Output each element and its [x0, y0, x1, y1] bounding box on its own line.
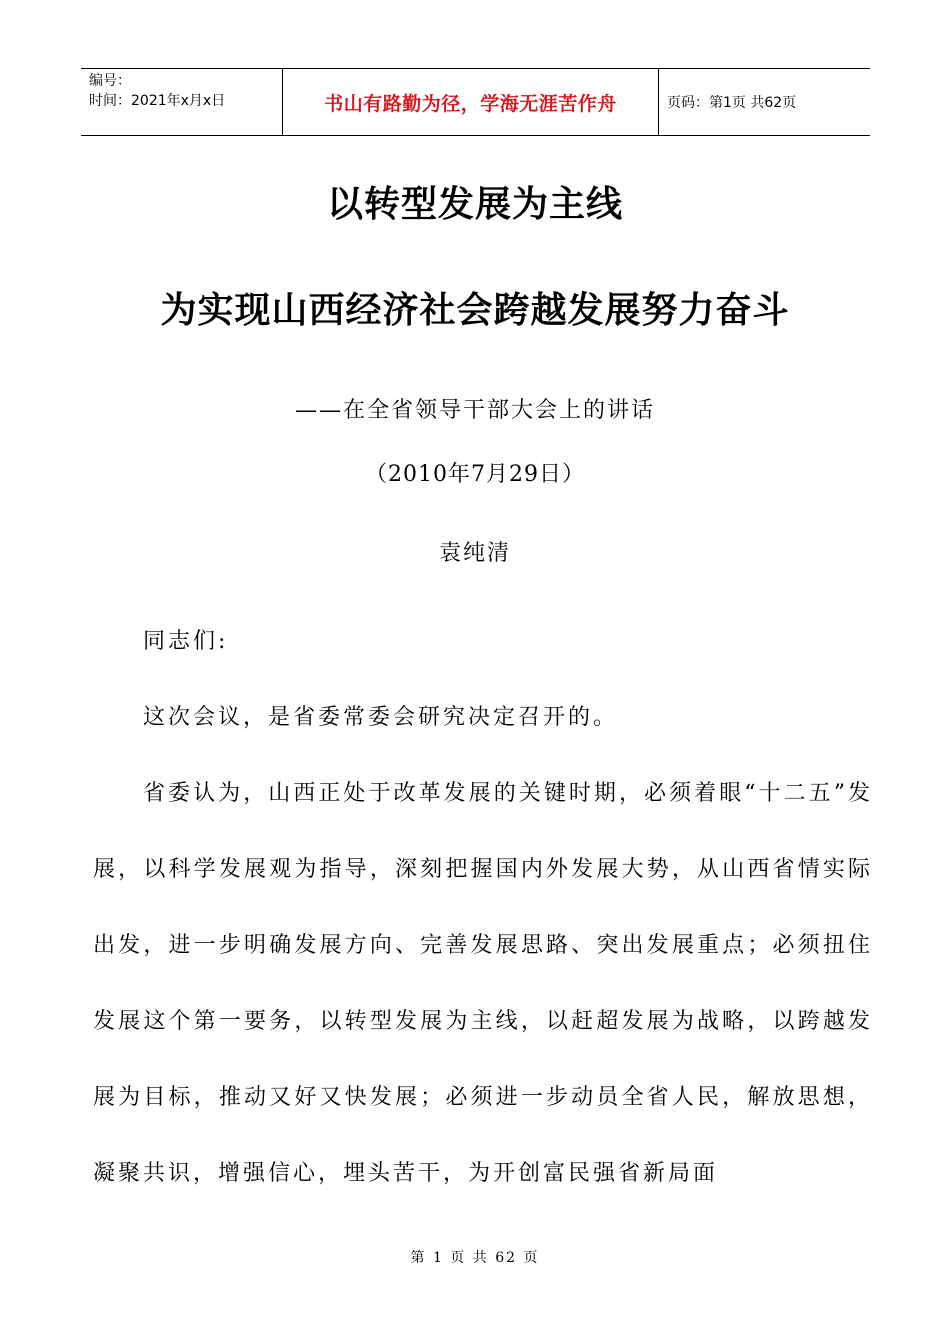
- document-subtitle: ——在全省领导干部大会上的讲话: [294, 398, 655, 423]
- header-meta: [81, 69, 282, 135]
- document-title-line2: 为实现山西经济社会跨越发展努力奋斗: [160, 289, 790, 331]
- document-date: （2010年7月29日）: [365, 462, 585, 487]
- body-paragraph-1: 这次会议，是省委常委会研究决定召开的。: [143, 705, 619, 730]
- header-motto: 书山有路勤为径，学海无涯苦作舟: [282, 69, 659, 135]
- greeting: 同志们:: [143, 629, 229, 654]
- page-footer: 第 1 页 共 62 页: [410, 1250, 540, 1266]
- time-label: 时间：2021年x月x日: [89, 93, 226, 109]
- document-author: 袁纯清: [438, 541, 511, 566]
- header-page-info: 页码：第1页 共62页: [667, 95, 797, 111]
- number-label: 编号：: [89, 73, 131, 89]
- document-title-line1: 以转型发展为主线: [326, 183, 623, 225]
- body-paragraph-2: 省委认为，山西正处于改革发展的关键时期，必须着眼“十二五”发展，以科学发展观为指导，深刻把握国内外发展大势，从山西省情实际出发，进一步明确发展方向、完善发展思路、突出发展重点；必须扭住发展这个第一要务，以转型发展为主线，以赶超发展为战略，以跨越发展为目标，推动又好又快发展；必须进一步动员全省人民，解放思想，凝聚共识，增强信心，埋头苦干，为开创富民强省新局面: [93, 781, 873, 1186]
- header-table: [81, 68, 870, 136]
